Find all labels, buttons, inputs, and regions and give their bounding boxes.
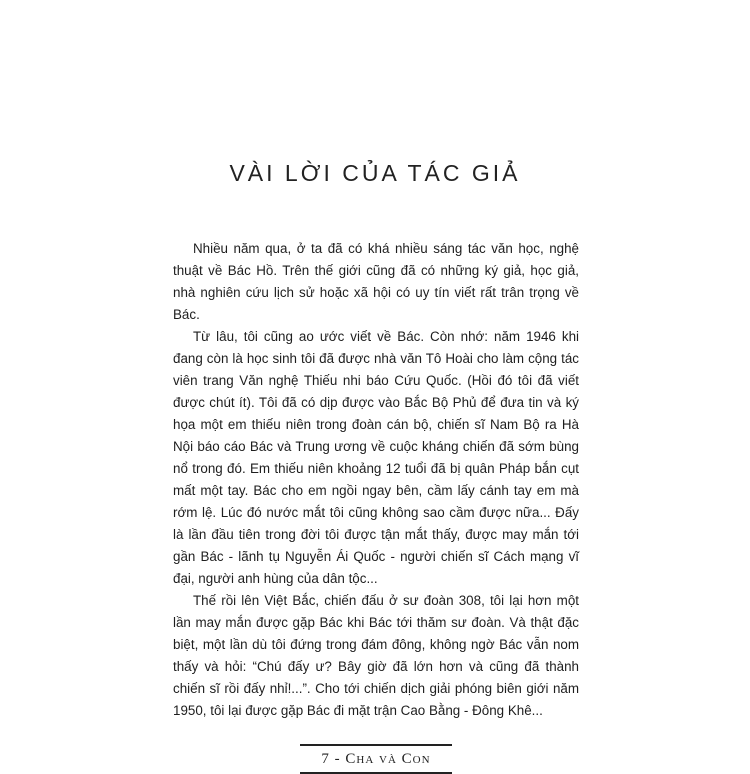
body-text [173,238,579,722]
paragraph: Thế rồi lên Việt Bắc, chiến đấu ở sư đoàn 308, tôi lại hơn một lần may mắn được gặp Bác khi Bác tới thăm sư đoàn. Và thật đặc biệt, một lần dù tôi đứng trong đám đông, không ngờ Bác vẫn nom thấy và hỏi: “Chú đấy ư? Bây giờ đã lớn hơn và cũng đã thành chiến sĩ rồi đấy nhỉ!...”. Cho tới chiến dịch giải phóng biên giới năm 1950, tôi lại được gặp Bác đi mặt trận Cao Bằng - Đông Khê... [173,593,579,718]
chapter-title: VÀI LỜI CỦA TÁC GIẢ [229,160,521,186]
page-column [173,238,579,774]
page-footer: 7 - Cha và Con [300,744,452,774]
paragraph: Nhiều năm qua, ở ta đã có khá nhiều sáng tác văn học, nghệ thuật về Bác Hồ. Trên thế giới cũng đã có những ký giả, học giả, nhà nghiên cứu lịch sử hoặc xã hội có uy tín viết rất trân trọng về Bác. [173,241,579,322]
paragraph: Từ lâu, tôi cũng ao ước viết về Bác. Còn nhớ: năm 1946 khi đang còn là học sinh tôi đã được nhà văn Tô Hoài cho làm cộng tác viên trang Văn nghệ Thiếu nhi báo Cứu Quốc. (Hồi đó tôi đã viết được chút ít). Tôi đã có dịp được vào Bắc Bộ Phủ để đưa tin và ký họa một em thiếu niên trong đoàn cán bộ, chiến sĩ Nam Bộ ra Hà Nội báo cáo Bác và Trung ương về cuộc kháng chiến đã sớm bùng nổ trong đó. Em thiếu niên khoảng 12 tuổi đã bị quân Pháp bắn cụt mất một tay. Bác cho em ngồi ngay bên, cầm lấy cánh tay em mà rớm lệ. Lúc đó nước mắt tôi cũng không sao cầm được nữa... Đấy là lần đầu tiên trong đời tôi được tận mắt thấy, được may mắn tới gần Bác - lãnh tụ Nguyễn Ái Quốc - người chiến sĩ Cách mạng vĩ đại, người anh hùng của dân tộc... [173,329,579,586]
